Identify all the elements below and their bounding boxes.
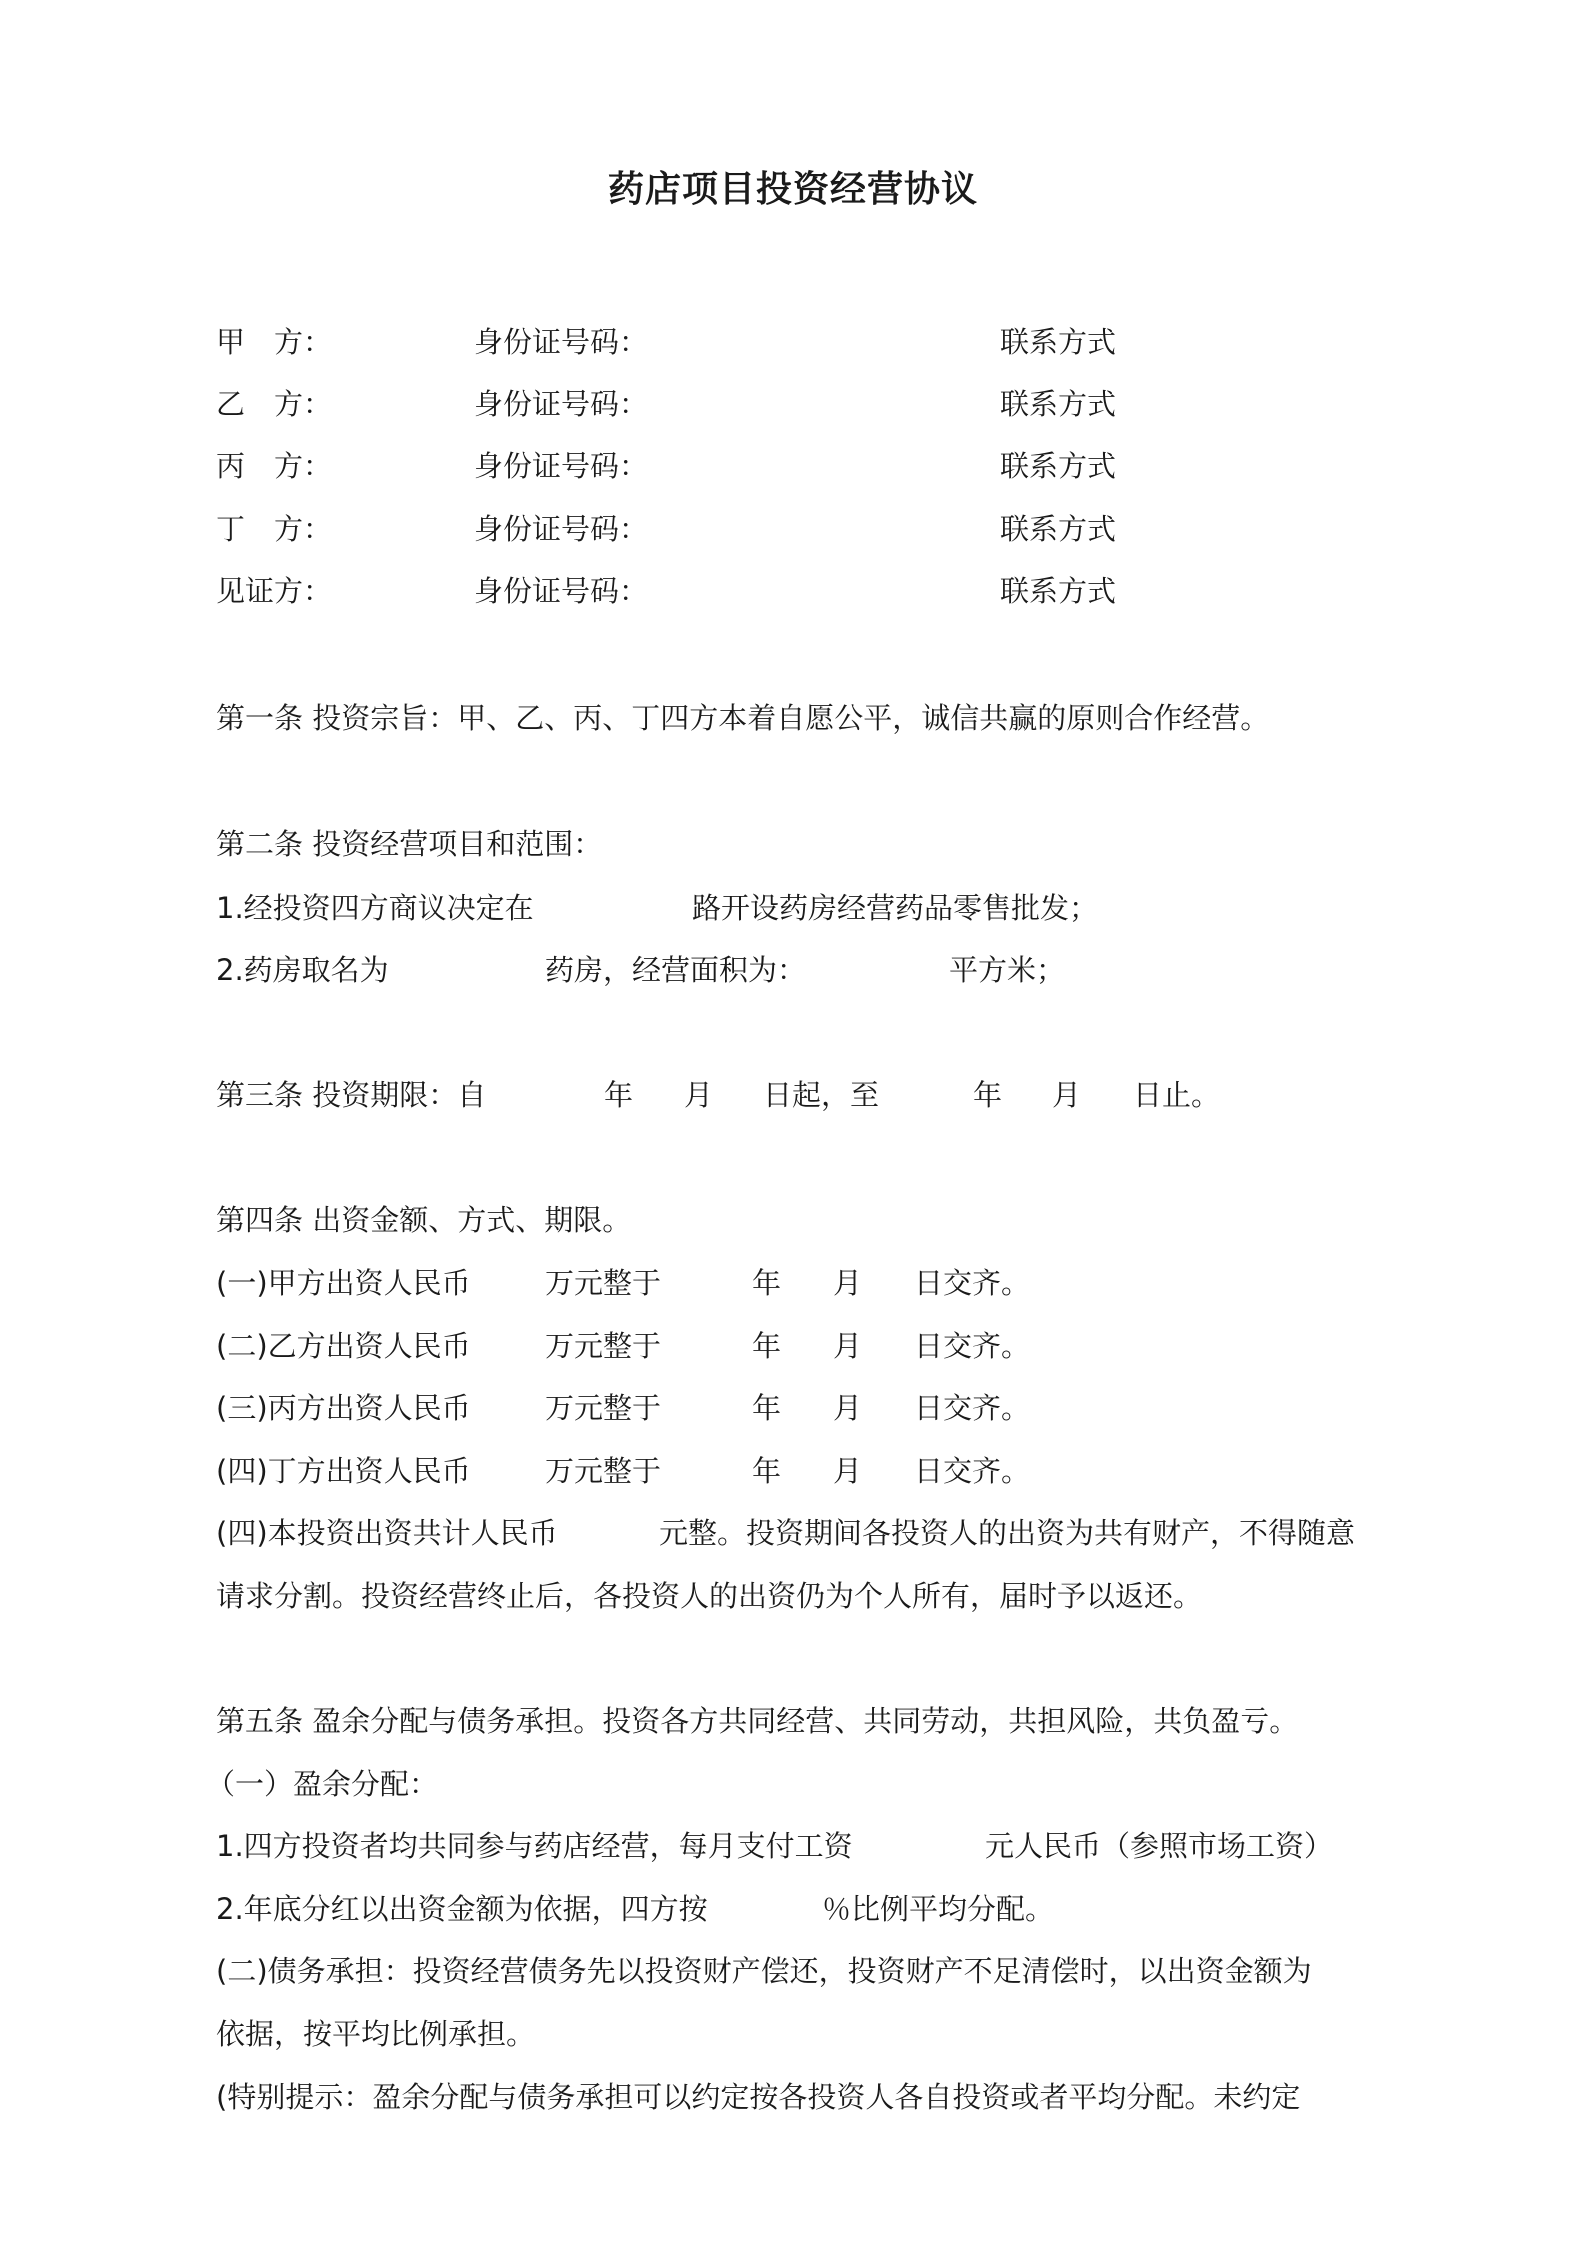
article5-item1-part-a: 1.四方投资者均共同参与药店经营，每月支付工资	[216, 1829, 853, 1863]
article4-total	[0, 1513, 1586, 1553]
article2-item2-part-c: 平方米；	[949, 953, 1066, 987]
article4-total-part-b: 元整。投资期间各投资人的出资为共有财产，不得随意	[659, 1516, 1356, 1550]
article4-item	[0, 1388, 1586, 1428]
article5-debt-b: 依据，按平均比例承担。	[216, 2017, 536, 2051]
party-id-label: 身份证号码：	[474, 325, 649, 359]
article5-sub1: （一）盈余分配：	[206, 1767, 439, 1801]
article5-item2-part-b: ％比例平均分配。	[822, 1892, 1055, 1926]
article3-prefix: 第三条 投资期限：自	[216, 1078, 487, 1112]
article5-item2	[0, 1889, 1586, 1929]
article2-item2-part-b: 药房，经营面积为：	[545, 953, 807, 987]
party-contact-label: 联系方式	[1000, 574, 1117, 608]
party-row-jia	[0, 322, 1586, 362]
party-row-bing	[0, 446, 1586, 486]
article4-item-month: 月	[833, 1329, 863, 1363]
party-id-label: 身份证号码：	[474, 512, 649, 546]
party-role: 丁 方：	[216, 512, 333, 546]
article4-item-unit: 万元整于	[545, 1391, 662, 1425]
article2-item1	[0, 888, 1586, 928]
article4-item-unit: 万元整于	[545, 1454, 662, 1488]
party-role: 乙 方：	[216, 387, 333, 421]
party-contact-label: 联系方式	[1000, 449, 1117, 483]
article3-month1: 月	[684, 1078, 714, 1112]
article5-debt-a: (二)债务承担：投资经营债务先以投资财产偿还，投资财产不足清偿时，以出资金额为	[216, 1954, 1312, 1988]
article4-item-label: (一)甲方出资人民币	[216, 1266, 471, 1300]
document-title: 药店项目投资经营协议	[607, 169, 978, 210]
article4-item-day: 日交齐。	[914, 1266, 1031, 1300]
party-contact-label: 联系方式	[1000, 387, 1117, 421]
article4-item-unit: 万元整于	[545, 1329, 662, 1363]
article4-item-unit: 万元整于	[545, 1266, 662, 1300]
article4-item-label: (四)丁方出资人民币	[216, 1454, 471, 1488]
article4-item	[0, 1326, 1586, 1366]
article4-item-label: (三)丙方出资人民币	[216, 1391, 471, 1425]
party-id-label: 身份证号码：	[474, 574, 649, 608]
article2-item2-part-a: 2.药房取名为	[216, 953, 389, 987]
article5-note: (特别提示：盈余分配与债务承担可以约定按各投资人各自投资或者平均分配。未约定	[216, 2080, 1301, 2114]
article2-heading: 第二条 投资经营项目和范围：	[216, 827, 603, 861]
article5-item1	[0, 1826, 1586, 1866]
article2-item1-part-b: 路开设药房经营药品零售批发；	[692, 891, 1099, 925]
party-row-ding	[0, 509, 1586, 549]
article1-text: 第一条 投资宗旨：甲、乙、丙、丁四方本着自愿公平，诚信共赢的原则合作经营。	[216, 701, 1270, 735]
article3-year2: 年	[973, 1078, 1003, 1112]
article4-item-month: 月	[833, 1266, 863, 1300]
party-role: 甲 方：	[216, 325, 333, 359]
party-contact-label: 联系方式	[1000, 325, 1117, 359]
article4-item-label: (二)乙方出资人民币	[216, 1329, 471, 1363]
article5-item2-part-a: 2.年底分红以出资金额为依据，四方按	[216, 1892, 708, 1926]
article3-year1: 年	[604, 1078, 634, 1112]
article3-day2: 日止。	[1133, 1078, 1221, 1112]
party-role: 见证方：	[216, 574, 333, 608]
article4-item-day: 日交齐。	[914, 1454, 1031, 1488]
party-id-label: 身份证号码：	[474, 449, 649, 483]
article5-heading: 第五条 盈余分配与债务承担。投资各方共同经营、共同劳动，共担风险，共负盈亏。	[216, 1704, 1299, 1738]
article4-item	[0, 1263, 1586, 1303]
party-contact-label: 联系方式	[1000, 512, 1117, 546]
article4-item-year: 年	[752, 1454, 782, 1488]
article4-item-year: 年	[752, 1266, 782, 1300]
article2-item1-part-a: 1.经投资四方商议决定在	[216, 891, 534, 925]
article4-total-part-c: 请求分割。投资经营终止后，各投资人的出资仍为个人所有，届时予以返还。	[216, 1579, 1203, 1613]
article3-line	[0, 1075, 1586, 1115]
article4-item-year: 年	[752, 1329, 782, 1363]
article5-item1-part-b: 元人民币（参照市场工资）	[985, 1829, 1334, 1863]
article2-item2	[0, 950, 1586, 990]
article4-item-day: 日交齐。	[914, 1391, 1031, 1425]
article3-month2: 月	[1052, 1078, 1082, 1112]
article3-day1: 日起，至	[763, 1078, 880, 1112]
party-row-yi	[0, 384, 1586, 424]
article4-total-part-a: (四)本投资出资共计人民币	[216, 1516, 558, 1550]
article4-item	[0, 1451, 1586, 1491]
article4-item-year: 年	[752, 1391, 782, 1425]
article4-item-day: 日交齐。	[914, 1329, 1031, 1363]
party-role: 丙 方：	[216, 449, 333, 483]
article4-item-month: 月	[833, 1391, 863, 1425]
party-row-witness	[0, 571, 1586, 611]
party-id-label: 身份证号码：	[474, 387, 649, 421]
article4-item-month: 月	[833, 1454, 863, 1488]
article4-heading: 第四条 出资金额、方式、期限。	[216, 1203, 632, 1237]
